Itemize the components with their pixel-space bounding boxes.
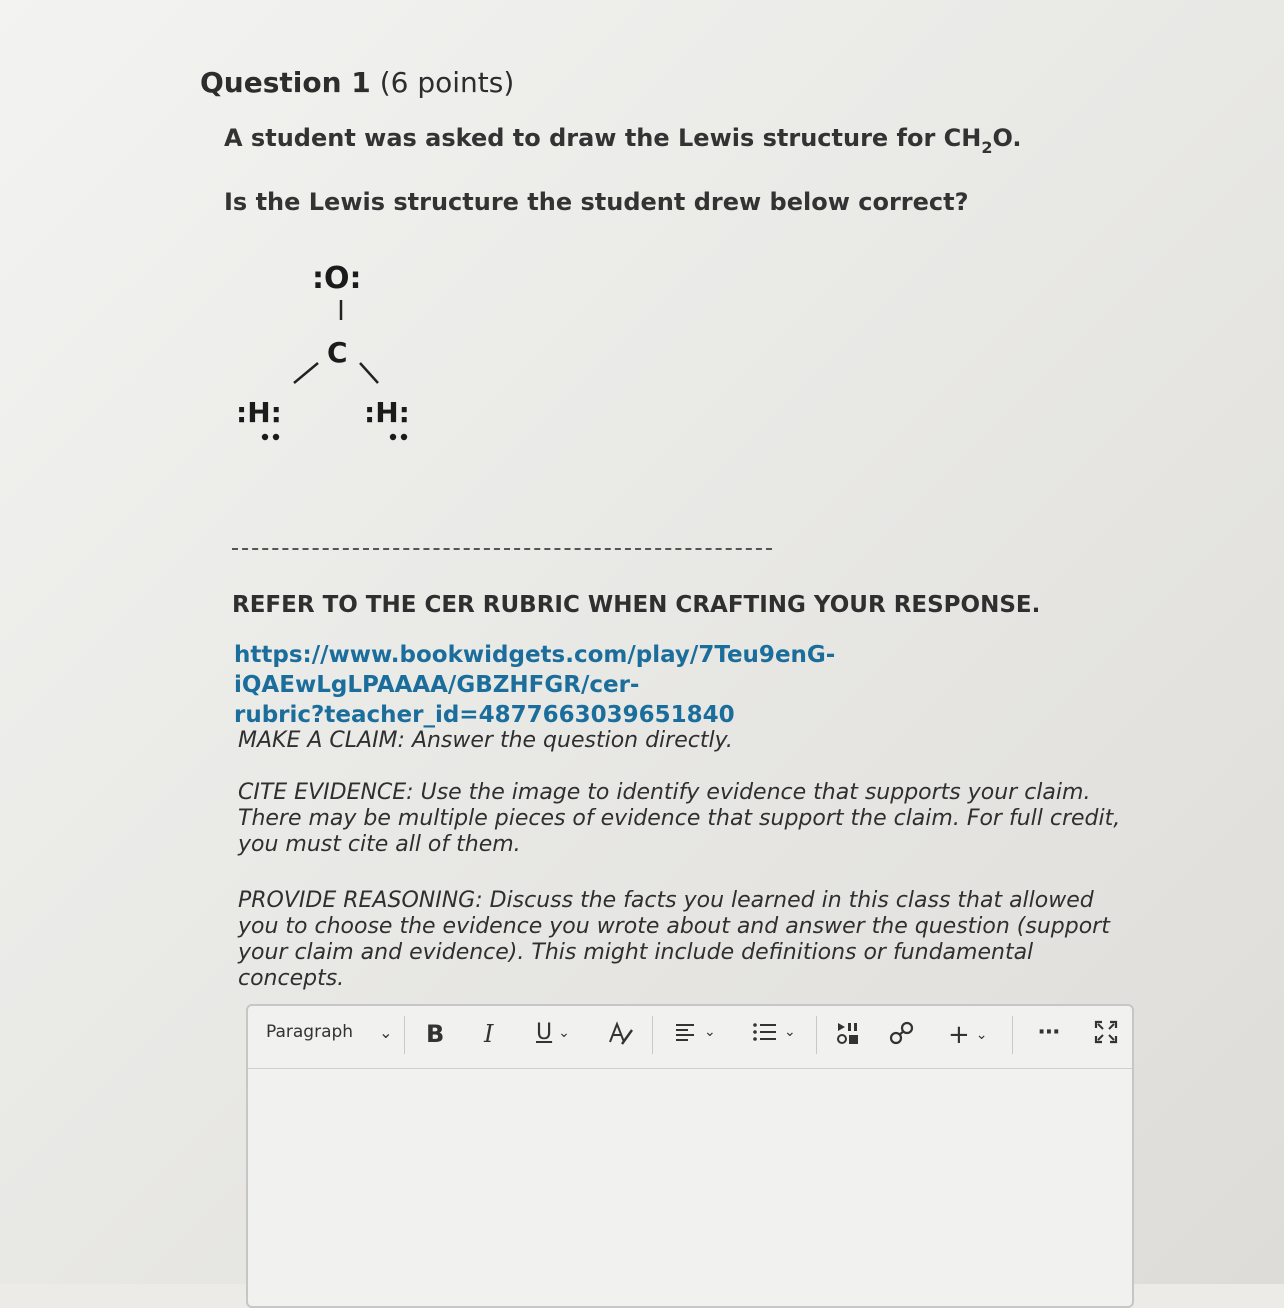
lone-pair-dot: [262, 434, 268, 440]
question-prompt-correct: Is the Lewis structure the student drew below correct?: [224, 188, 969, 216]
block-format-label: Paragraph: [266, 1022, 354, 1042]
toolbar-separator: [816, 1016, 817, 1054]
italic-button[interactable]: I: [484, 1020, 494, 1048]
lone-pair-dot: [401, 434, 407, 440]
align-left-icon: [674, 1020, 698, 1044]
bold-button[interactable]: B: [426, 1020, 445, 1048]
list-button[interactable]: [752, 1020, 796, 1044]
rubric-instruction: REFER TO THE CER RUBRIC WHEN CRAFTING YOUR RESPONSE.: [232, 592, 1041, 618]
prompt-subscript: 2: [981, 138, 993, 157]
plus-icon: +: [948, 1020, 970, 1050]
lewis-structure-diagram: [220, 250, 440, 450]
rubric-link[interactable]: [234, 640, 1194, 730]
text-color-button[interactable]: [606, 1020, 634, 1048]
editor-text-area[interactable]: [248, 1070, 1132, 1306]
lone-pair-dot: [390, 434, 396, 440]
rubric-link-line1[interactable]: https://www.bookwidgets.com/play/7Teu9enG-iQAEwLgLPAAAA/GBZHFGR/cer-: [234, 642, 836, 698]
toolbar-separator: [1012, 1016, 1013, 1054]
reasoning-instruction: PROVIDE REASONING: Discuss the facts you learned in this class that allowed you to choose the evidence you wrote about and answer the question (support your claim and evidence). This might include definitions or fundamental concepts.: [238, 888, 1110, 991]
block-format-select[interactable]: [266, 1022, 392, 1042]
bond-c-h-left: [294, 363, 318, 383]
editor-toolbar: [248, 1006, 1132, 1068]
chevron-down-icon: ⌄: [558, 1024, 570, 1041]
fullscreen-button[interactable]: [1094, 1020, 1118, 1044]
link-button[interactable]: [888, 1020, 916, 1046]
divider: [232, 548, 772, 550]
media-icon: [836, 1020, 862, 1046]
bond-c-h-right: [360, 363, 378, 383]
link-icon: [888, 1020, 916, 1046]
hydrogen-right-atom: :H:: [364, 396, 410, 429]
media-button[interactable]: [836, 1020, 862, 1046]
question-title: [200, 66, 514, 99]
bullet-list-icon: [752, 1020, 778, 1044]
lone-pair-dot: [273, 434, 279, 440]
text-color-icon: [606, 1020, 634, 1048]
chevron-down-icon: ⌄: [784, 1024, 796, 1040]
toolbar-divider: [248, 1068, 1132, 1069]
chevron-down-icon: ⌄: [379, 1022, 393, 1042]
question-points: (6 points): [379, 66, 515, 99]
prompt-text: A student was asked to draw the Lewis structure for CH: [224, 124, 982, 152]
prompt-text-end: O.: [992, 124, 1022, 152]
underline-button[interactable]: [536, 1020, 570, 1045]
claim-instruction: MAKE A CLAIM: Answer the question directly.: [238, 728, 733, 753]
toolbar-separator: [404, 1016, 405, 1054]
insert-button[interactable]: [948, 1020, 988, 1050]
rich-text-editor: [246, 1004, 1134, 1308]
chevron-down-icon: ⌄: [704, 1024, 716, 1040]
evidence-instruction: CITE EVIDENCE: Use the image to identify evidence that supports your claim. There may be multiple pieces of evidence that support the claim. For full credit, you must cite all of them.: [238, 780, 1121, 857]
oxygen-atom: :O:: [312, 261, 362, 296]
fullscreen-icon: [1094, 1020, 1118, 1044]
carbon-atom: C: [327, 336, 348, 369]
rubric-link-line2[interactable]: rubric?teacher_id=4877663039651840: [234, 702, 735, 728]
more-icon: ⋯: [1038, 1020, 1060, 1045]
toolbar-separator: [652, 1016, 653, 1054]
underline-label: U: [536, 1020, 553, 1045]
hydrogen-left-atom: :H:: [236, 396, 282, 429]
question-prompt-formula: [224, 124, 1022, 157]
align-button[interactable]: [674, 1020, 716, 1044]
question-label: Question 1: [200, 66, 371, 99]
chevron-down-icon: ⌄: [975, 1027, 988, 1043]
more-options-button[interactable]: [1038, 1020, 1060, 1045]
